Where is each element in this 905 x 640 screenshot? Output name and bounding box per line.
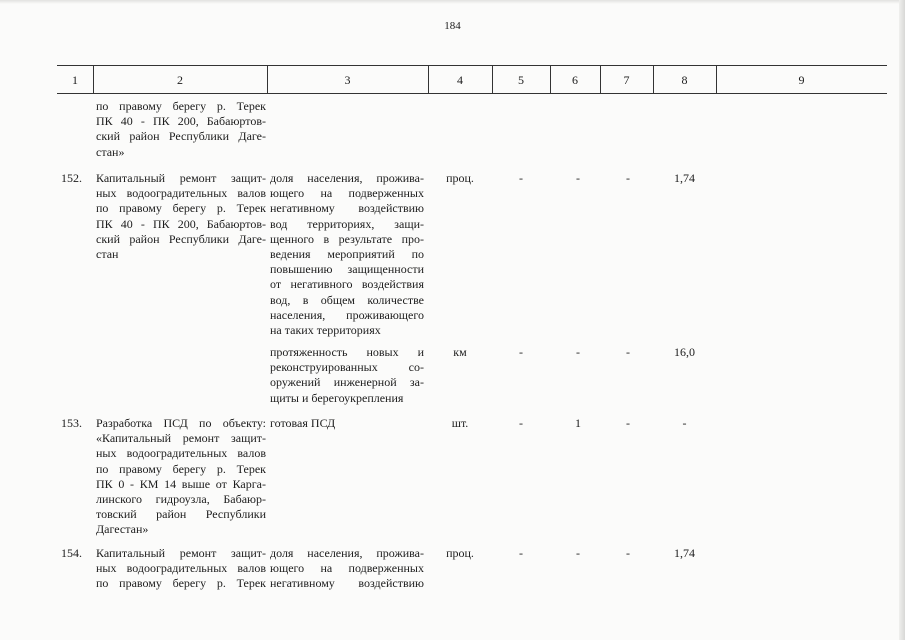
row-154-name <box>96 546 266 592</box>
text-line: по правому берегу р. Терек <box>96 461 266 476</box>
text-line: щенного в результате про- <box>270 231 424 246</box>
value-cell: - <box>519 345 523 359</box>
text-line: товский район Республики <box>96 507 266 522</box>
row-152-indicator-1 <box>270 171 424 338</box>
text-line: вод территориях, защи- <box>270 216 424 231</box>
text-line: ПК 0 - КМ 14 выше от Карга- <box>96 476 266 491</box>
value-cell: - <box>626 546 630 560</box>
text-line: щиты и берегоукрепления <box>270 390 404 405</box>
text-line: Дагестан» <box>96 522 149 537</box>
text-line: линского гидроузла, Бабаюр- <box>96 492 266 507</box>
text-line: Капитальный ремонт защит- <box>96 171 266 185</box>
column-header-6: 6 <box>572 73 578 87</box>
text-line: по правому берегу р. Терек <box>96 99 266 113</box>
scan-top-edge <box>0 0 905 4</box>
text-line: готовая ПСД <box>270 416 336 430</box>
row-153-name <box>96 416 266 538</box>
value-cell: 1,74 <box>674 171 695 185</box>
row-152-name <box>96 171 266 262</box>
text-line: по правому берегу р. Терек <box>96 576 266 591</box>
text-line: ведения мероприятий по <box>270 247 424 262</box>
value-cell: 1 <box>575 416 581 430</box>
column-header-2: 2 <box>177 73 183 87</box>
column-header-3: 3 <box>344 73 351 87</box>
value-cell: - <box>519 171 523 185</box>
text-line: доля населения, прожива- <box>270 546 424 560</box>
text-line: ных водооградительных валов <box>96 561 266 576</box>
text-line: населения, проживающего <box>270 307 424 322</box>
text-line: доля населения, прожива- <box>270 171 424 185</box>
text-line: «Капитальный ремонт защит- <box>96 431 266 446</box>
column-header-9: 9 <box>798 73 805 87</box>
text-line: ПК 40 - ПК 200, Бабаюртов- <box>96 216 266 231</box>
row-154-indicator <box>270 546 424 592</box>
text-line: негативному воздействию <box>270 201 424 216</box>
text-line: Разработка ПСД по объекту: <box>96 416 266 430</box>
row-153-indicator <box>270 416 424 431</box>
text-line: протяженность новых и <box>270 345 424 359</box>
text-line: ПК 40 - ПК 200, Бабаюртов- <box>96 114 266 129</box>
unit-cell: проц. <box>446 546 474 560</box>
text-line: стан <box>96 247 119 262</box>
value-cell: - <box>519 416 523 430</box>
unit-cell: шт. <box>451 416 469 430</box>
value-cell: - <box>682 416 687 430</box>
text-line: реконструированных со- <box>270 360 424 375</box>
text-line: повышению защищенности <box>270 262 424 277</box>
row-number: 154. <box>61 546 82 560</box>
unit-cell: проц. <box>446 171 474 185</box>
text-line: по правому берегу р. Терек <box>96 201 266 216</box>
header-top-rule <box>57 65 887 66</box>
text-line: вод, в общем количестве <box>270 292 424 307</box>
row-number: 152. <box>61 171 82 185</box>
text-line: ющего на подверженных <box>270 186 424 201</box>
page-number: 184 <box>444 20 461 32</box>
header-bottom-rule <box>57 93 887 94</box>
text-line: ский район Республики Даге- <box>96 129 266 144</box>
value-cell: - <box>626 416 630 430</box>
column-header-7: 7 <box>623 73 630 87</box>
column-header-8: 8 <box>681 73 688 87</box>
value-cell: - <box>519 546 523 560</box>
text-line: ных водооградительных валов <box>96 186 266 201</box>
unit-cell: км <box>453 345 467 359</box>
value-cell: - <box>576 546 580 560</box>
value-cell: - <box>626 345 630 359</box>
text-line: ных водооградительных валов <box>96 446 266 461</box>
text-line: оружений инженерной за- <box>270 375 424 390</box>
text-line: Капитальный ремонт защит- <box>96 546 266 560</box>
text-line: ющего на подверженных <box>270 561 424 576</box>
row-number: 153. <box>61 416 82 430</box>
value-cell: 1,74 <box>674 546 695 560</box>
column-header-4: 4 <box>457 73 463 87</box>
text-line: ский район Республики Даге- <box>96 231 266 246</box>
text-line: стан» <box>96 144 125 159</box>
text-line: негативному воздействию <box>270 576 424 591</box>
value-cell: - <box>576 345 580 359</box>
scan-right-edge <box>899 0 905 640</box>
text-line: от негативного воздействия <box>270 277 424 292</box>
value-cell: - <box>576 171 580 185</box>
column-header-1: 1 <box>72 73 78 87</box>
value-cell: 16,0 <box>674 345 695 359</box>
text-line: на таких территориях <box>270 323 381 338</box>
column-header-5: 5 <box>518 73 524 87</box>
continued-row-name <box>96 99 266 160</box>
value-cell: - <box>626 171 630 185</box>
row-152-indicator-2 <box>270 345 424 406</box>
